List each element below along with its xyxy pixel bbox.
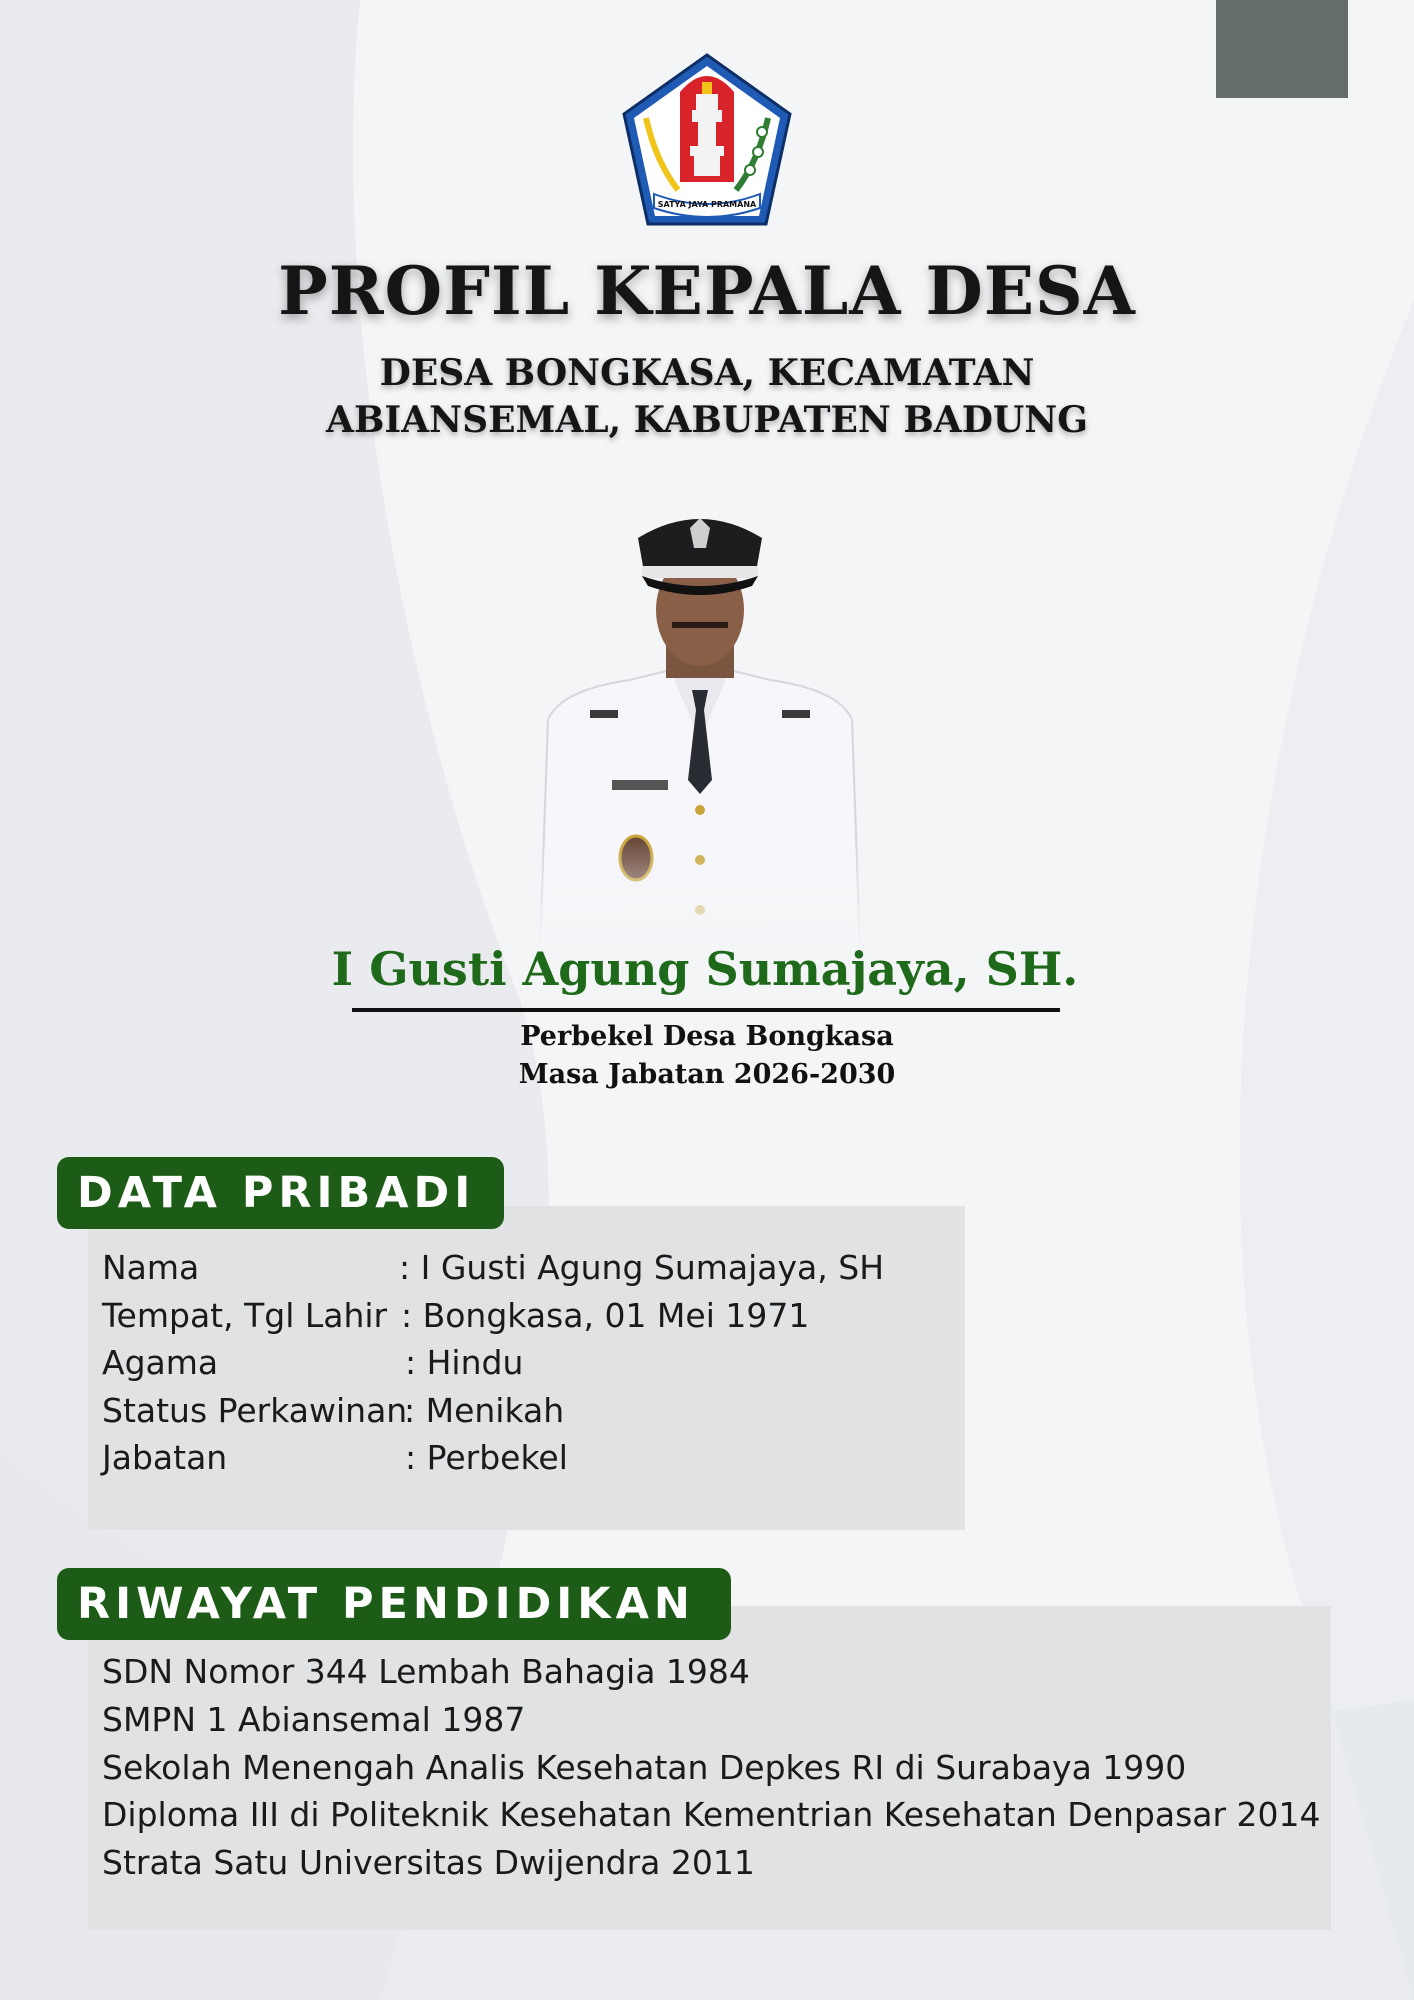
row-label: Agama — [102, 1343, 219, 1382]
education-heading: RIWAYAT PENDIDIKAN — [57, 1568, 731, 1640]
row-value: : Hindu — [405, 1343, 524, 1382]
row-label: Jabatan — [102, 1438, 228, 1477]
name-underline — [352, 1008, 1060, 1012]
education-item: SMPN 1 Abiansemal 1987 — [102, 1700, 526, 1739]
row-value: : Bongkasa, 01 Mei 1971 — [401, 1296, 810, 1335]
corner-decoration — [1216, 0, 1348, 98]
page-subtitle — [0, 350, 1414, 444]
emblem-motto: SATYA JAYA PRAMANA — [657, 200, 757, 209]
subtitle-line-2: ABIANSEMAL, KABUPATEN BADUNG — [326, 399, 1088, 441]
row-value: : Perbekel — [405, 1438, 568, 1477]
person-name: I Gusti Agung Sumajaya, SH. — [331, 942, 1079, 996]
regency-emblem-logo — [618, 52, 796, 230]
row-value: : I Gusti Agung Sumajaya, SH — [399, 1248, 885, 1287]
term-period: Masa Jabatan 2026-2030 — [518, 1059, 896, 1090]
role-title: Perbekel Desa Bongkasa — [520, 1021, 894, 1052]
education-item: Diploma III di Politeknik Kesehatan Kementrian Kesehatan Denpasar 2014 — [102, 1795, 1321, 1834]
subtitle-line-1: DESA BONGKASA, KECAMATAN — [379, 352, 1035, 394]
row-label: Tempat, Tgl Lahir — [102, 1296, 388, 1335]
education-item: SDN Nomor 344 Lembah Bahagia 1984 — [102, 1652, 750, 1691]
row-value: : Menikah — [404, 1391, 565, 1430]
personal-data-heading: DATA PRIBADI — [57, 1157, 504, 1229]
page-title: PROFIL KEPALA DESA — [278, 252, 1136, 330]
portrait-photo — [520, 510, 880, 950]
person-role — [0, 1018, 1414, 1094]
education-item: Sekolah Menengah Analis Kesehatan Depkes RI di Surabaya 1990 — [102, 1748, 1187, 1787]
row-label: Nama — [102, 1248, 200, 1287]
row-label: Status Perkawinan — [102, 1391, 408, 1430]
education-item: Strata Satu Universitas Dwijendra 2011 — [102, 1843, 755, 1882]
